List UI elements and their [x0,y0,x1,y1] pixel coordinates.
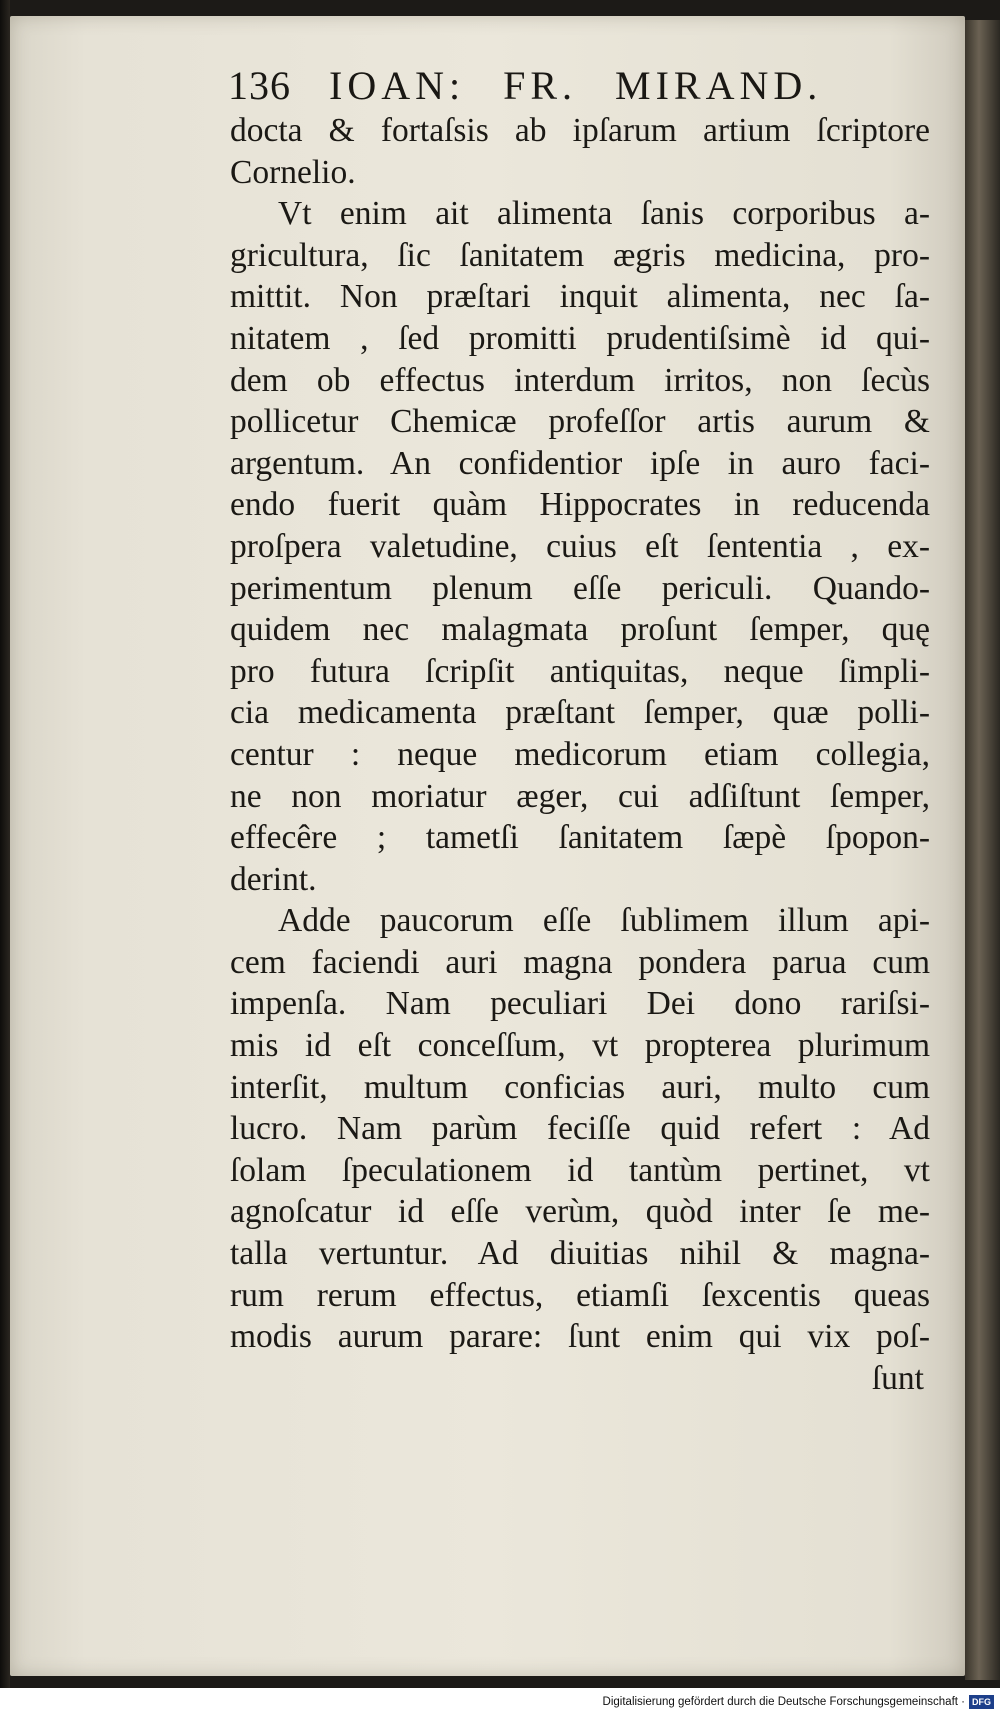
text-line: gricultura, ſic ſanitatem ægris medicina, pro- [230,236,930,274]
text-line: endo fuerit quàm Hippocrates in reducenda [230,486,930,524]
text-line: cem faciendi auri magna pondera parua cum [230,943,930,981]
running-title-initial: FR. [503,63,578,108]
book-spine-edge [0,0,10,1688]
paragraph-start-line: Adde paucorum eſſe ſublimem illum api- [278,902,930,940]
dfg-logo-icon: DFG [969,1695,994,1709]
text-line: centur : neque medicorum etiam collegia, [230,735,930,773]
body-text [230,110,930,1399]
text-line: cia medicamenta præſtant ſemper, quæ polli- [230,694,930,732]
text-line: ſolam ſpeculationem id tantùm pertinet, vt [230,1151,930,1189]
running-title-author: IOAN: [329,63,466,108]
text-line: mittit. Non præſtari inquit alimenta, nec ſa- [230,278,930,316]
text-line: rum rerum effectus, etiamſi ſexcentis queas [230,1276,930,1314]
text-line: interſit, multum conficias auri, multo cum [230,1068,930,1106]
text-line: lucro. Nam parùm feciſſe quid refert : Ad [230,1110,930,1148]
text-line: quidem nec malagmata proſunt ſemper, quę [230,611,930,649]
paragraph-start-line: Vt enim ait alimenta ſanis corporibus a- [278,195,930,233]
page-fore-edge [965,20,1000,1680]
text-line: proſpera valetudine, cuius eſt ſententia , ex- [230,527,930,565]
text-line: Cornelio. [230,153,356,191]
text-line: argentum. An confidentior ipſe in auro faci- [230,444,930,482]
text-line: talla vertuntur. Ad diuitias nihil & magna- [230,1235,930,1273]
running-title-name: MIRAND. [615,63,823,108]
text-line: derint. [230,860,317,898]
funding-credit: Digitalisierung gefördert durch die Deutsche Forschungsgemeinschaft [602,1695,958,1708]
text-line: ne non moriatur æger, cui adſiſtunt ſemper, [230,777,930,815]
text-line: perimentum plenum eſſe periculi. Quando- [230,569,930,607]
text-line: modis aurum parare: ſunt enim qui vix poſ- [230,1318,930,1356]
text-line: impenſa. Nam peculiari Dei dono rariſsi- [230,985,930,1023]
catchword: ſunt [871,1359,924,1397]
text-line: docta & fortaſsis ab ipſarum artium ſcriptore [230,112,930,149]
text-line: pollicetur Chemicæ profeſſor artis aurum & [230,403,930,441]
text-line: mis id eſt conceſſum, vt propterea plurimum [230,1027,930,1065]
text-line: agnoſcatur id eſſe verùm, quòd inter ſe me- [230,1193,930,1231]
digitization-footer: Digitalisierung gefördert durch die Deutsche Forschungsgemeinschaft · DFG [0,1688,1000,1715]
text-line: pro futura ſcripſit antiquitas, neque ſimpli- [230,652,930,690]
text-line: effecêre ; tametſi ſanitatem ſæpè ſpopon- [230,819,930,857]
text-line: nitatem , ſed promitti prudentiſsimè id qui- [230,319,930,357]
running-head [228,62,823,109]
page-number: 136 [228,63,291,108]
text-line: dem ob effectus interdum irritos, non ſecùs [230,361,930,399]
